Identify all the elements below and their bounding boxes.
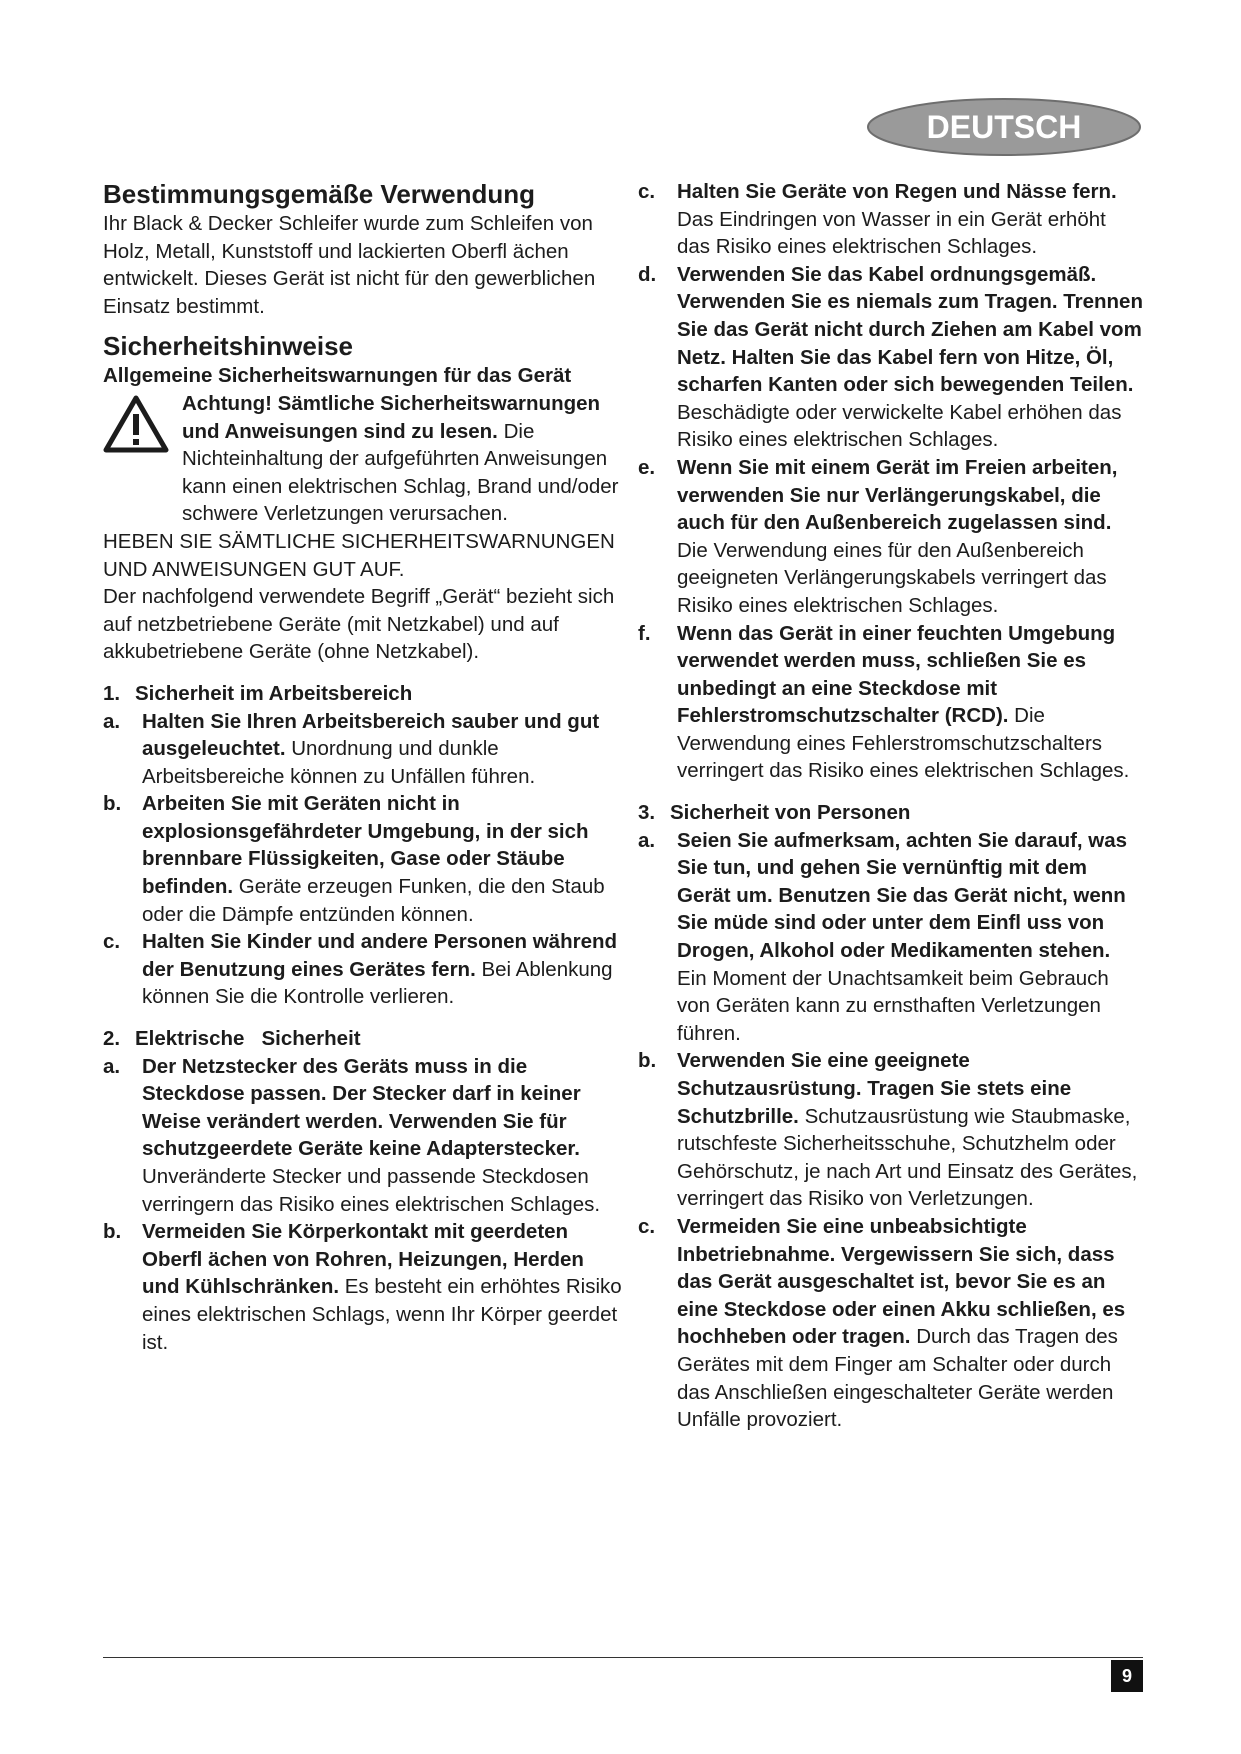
page-number: 9 bbox=[1111, 1660, 1143, 1692]
language-label: DEUTSCH bbox=[926, 109, 1082, 145]
section-3-item-a: a. Seien Sie aufmerksam, achten Sie darauf, was Sie tun, und gehen Sie vernünftig mit dem Gerät um. Benutzen Sie das Gerät nicht, wenn Sie müde sind oder unter dem Einfl uss von Drogen, Alkohol oder Medikamenten stehen. Ein Moment der Unachtsamkeit beim Gebrauch von Geräten kann zu ernsthaften Verletzungen führen. bbox=[638, 828, 1128, 1045]
section-2-item-f: f. Wenn das Gerät in einer feuchten Umgebung verwendet werden muss, schließen Sie es unbedingt an eine Steckdose mit Fehlerstromschutzschalter (RCD). Die Verwendung eines Fehlerstromschutzschalters verringert das Risiko eines elektrischen Schlages. bbox=[638, 621, 1130, 783]
keep-instructions: HEBEN SIE SÄMTLICHE SICHERHEITSWARNUNGEN UND ANWEISUNGEN GUT AUF. bbox=[103, 529, 615, 581]
warning-block bbox=[103, 390, 623, 528]
section-2-item-e: e. Wenn Sie mit einem Gerät im Freien arbeiten, verwenden Sie nur Verlängerungskabel, die auch für den Außenbereich zugelassen sind. Die Verwendung eines für den Außenbereich geeigneten Verlängerungskabels verringert das Risiko eines elektrischen Schlages. bbox=[638, 455, 1118, 617]
safety-heading: Sicherheitshinweise bbox=[103, 331, 353, 362]
warning-triangle-icon bbox=[103, 394, 169, 454]
section-2-heading: 2. Elektrische Sicherheit bbox=[103, 1027, 361, 1051]
warning-bold: Achtung! Sämtliche Sicherheitswarnungen und Anweisungen sind zu lesen. bbox=[182, 391, 601, 443]
section-1-item-b: b. Arbeiten Sie mit Geräten nicht in explosionsgefährdeter Umgebung, in der sich brennbare Flüssigkeiten, Gase oder Stäube befinden. Geräte erzeugen Funken, die den Staub oder die Dämpfe entzünden können. bbox=[103, 792, 605, 926]
section-1-item-a: a. Halten Sie Ihren Arbeitsbereich sauber und gut ausgeleuchtet. Unordnung und dunkle Arbeitsbereiche können zu Unfällen führen. bbox=[103, 709, 600, 788]
section-1-heading: 1. Sicherheit im Arbeitsbereich bbox=[103, 681, 413, 705]
section-2-item-b: b. Vermeiden Sie Körperkontakt mit geerdeten Oberfl ächen von Rohren, Heizungen, Herden und Kühlschränken. Es besteht ein erhöhtes Risiko eines elektrischen Schlags, wenn Ihr Körper geerdet ist. bbox=[103, 1220, 622, 1354]
term-definition: Der nachfolgend verwendete Begriff „Gerät“ bezieht sich auf netzbetriebene Geräte (mit Netzkabel) und auf akkubetriebene Geräte (ohne Netzkabel). bbox=[103, 585, 615, 664]
footer-divider bbox=[103, 1657, 1143, 1658]
section-3-heading: 3. Sicherheit von Personen bbox=[638, 801, 911, 825]
section-2-item-a: a. Der Netzstecker des Geräts muss in die Steckdose passen. Der Stecker darf in keiner Weise verändert werden. Verwenden Sie für schutzgeerdete Geräte keine Adapterstecker. Unveränderte Stecker und passende Steckdosen verringern das Risiko eines elektrischen Schlages. bbox=[103, 1054, 601, 1216]
section-2-item-c: c. Halten Sie Geräte von Regen und Nässe fern. Das Eindringen von Wasser in ein Gerät erhöht das Risiko eines elektrischen Schlages. bbox=[638, 180, 1117, 259]
right-column bbox=[638, 178, 1143, 1434]
safety-subheading: Allgemeine Sicherheitswarnungen für das Gerät bbox=[103, 364, 572, 388]
warning-text: Die Nichteinhaltung der aufgeführten Anweisungen kann einen elektrischen Schlag, Brand und/oder schwere Verletzungen verursachen. bbox=[182, 419, 619, 526]
left-column bbox=[103, 178, 623, 1356]
section-3-item-c: c. Vermeiden Sie eine unbeabsichtigte Inbetriebnahme. Vergewissern Sie sich, dass das Gerät ausgeschaltet ist, bevor Sie es an eine Steckdose oder einen Akku schließen, es hochheben oder tragen. Durch das Tragen des Gerätes mit dem Finger am Schalter oder durch das Anschließen eingeschalteter Geräte werden Unfälle provoziert. bbox=[638, 1214, 1126, 1432]
section-2-item-d: d. Verwenden Sie das Kabel ordnungsgemäß. Verwenden Sie es niemals zum Tragen. Trennen Sie das Gerät nicht durch Ziehen am Kabel vom Netz. Halten Sie das Kabel fern von Hitze, Öl, scharfen Kanten oder sich bewegenden Teilen. Beschädigte oder verwickelte Kabel erhöhen das Risiko eines elektrischen Schlages. bbox=[638, 262, 1143, 452]
section-1-item-c: c. Halten Sie Kinder und andere Personen während der Benutzung eines Gerätes fern. Bei Ablenkung können Sie die Kontrolle verlieren. bbox=[103, 930, 618, 1009]
language-tab bbox=[865, 96, 1143, 158]
intended-use-heading: Bestimmungsgemäße Verwendung bbox=[103, 179, 535, 209]
section-3-item-b: b. Verwenden Sie eine geeignete Schutzausrüstung. Tragen Sie stets eine Schutzbrille. Schutzausrüstung wie Staubmaske, rutschfeste Sicherheitsschuhe, Schutzhelm oder Gehörschutz, je nach Art und Einsatz des Gerätes, verringert das Risiko von Verletzungen. bbox=[638, 1049, 1138, 1211]
intended-use-text: Ihr Black & Decker Schleifer wurde zum Schleifen von Holz, Metall, Kunststoff und lackierten Oberfl ächen entwickelt. Dieses Gerät ist nicht für den gewerblichen Einsatz bestimmt. bbox=[103, 212, 596, 318]
